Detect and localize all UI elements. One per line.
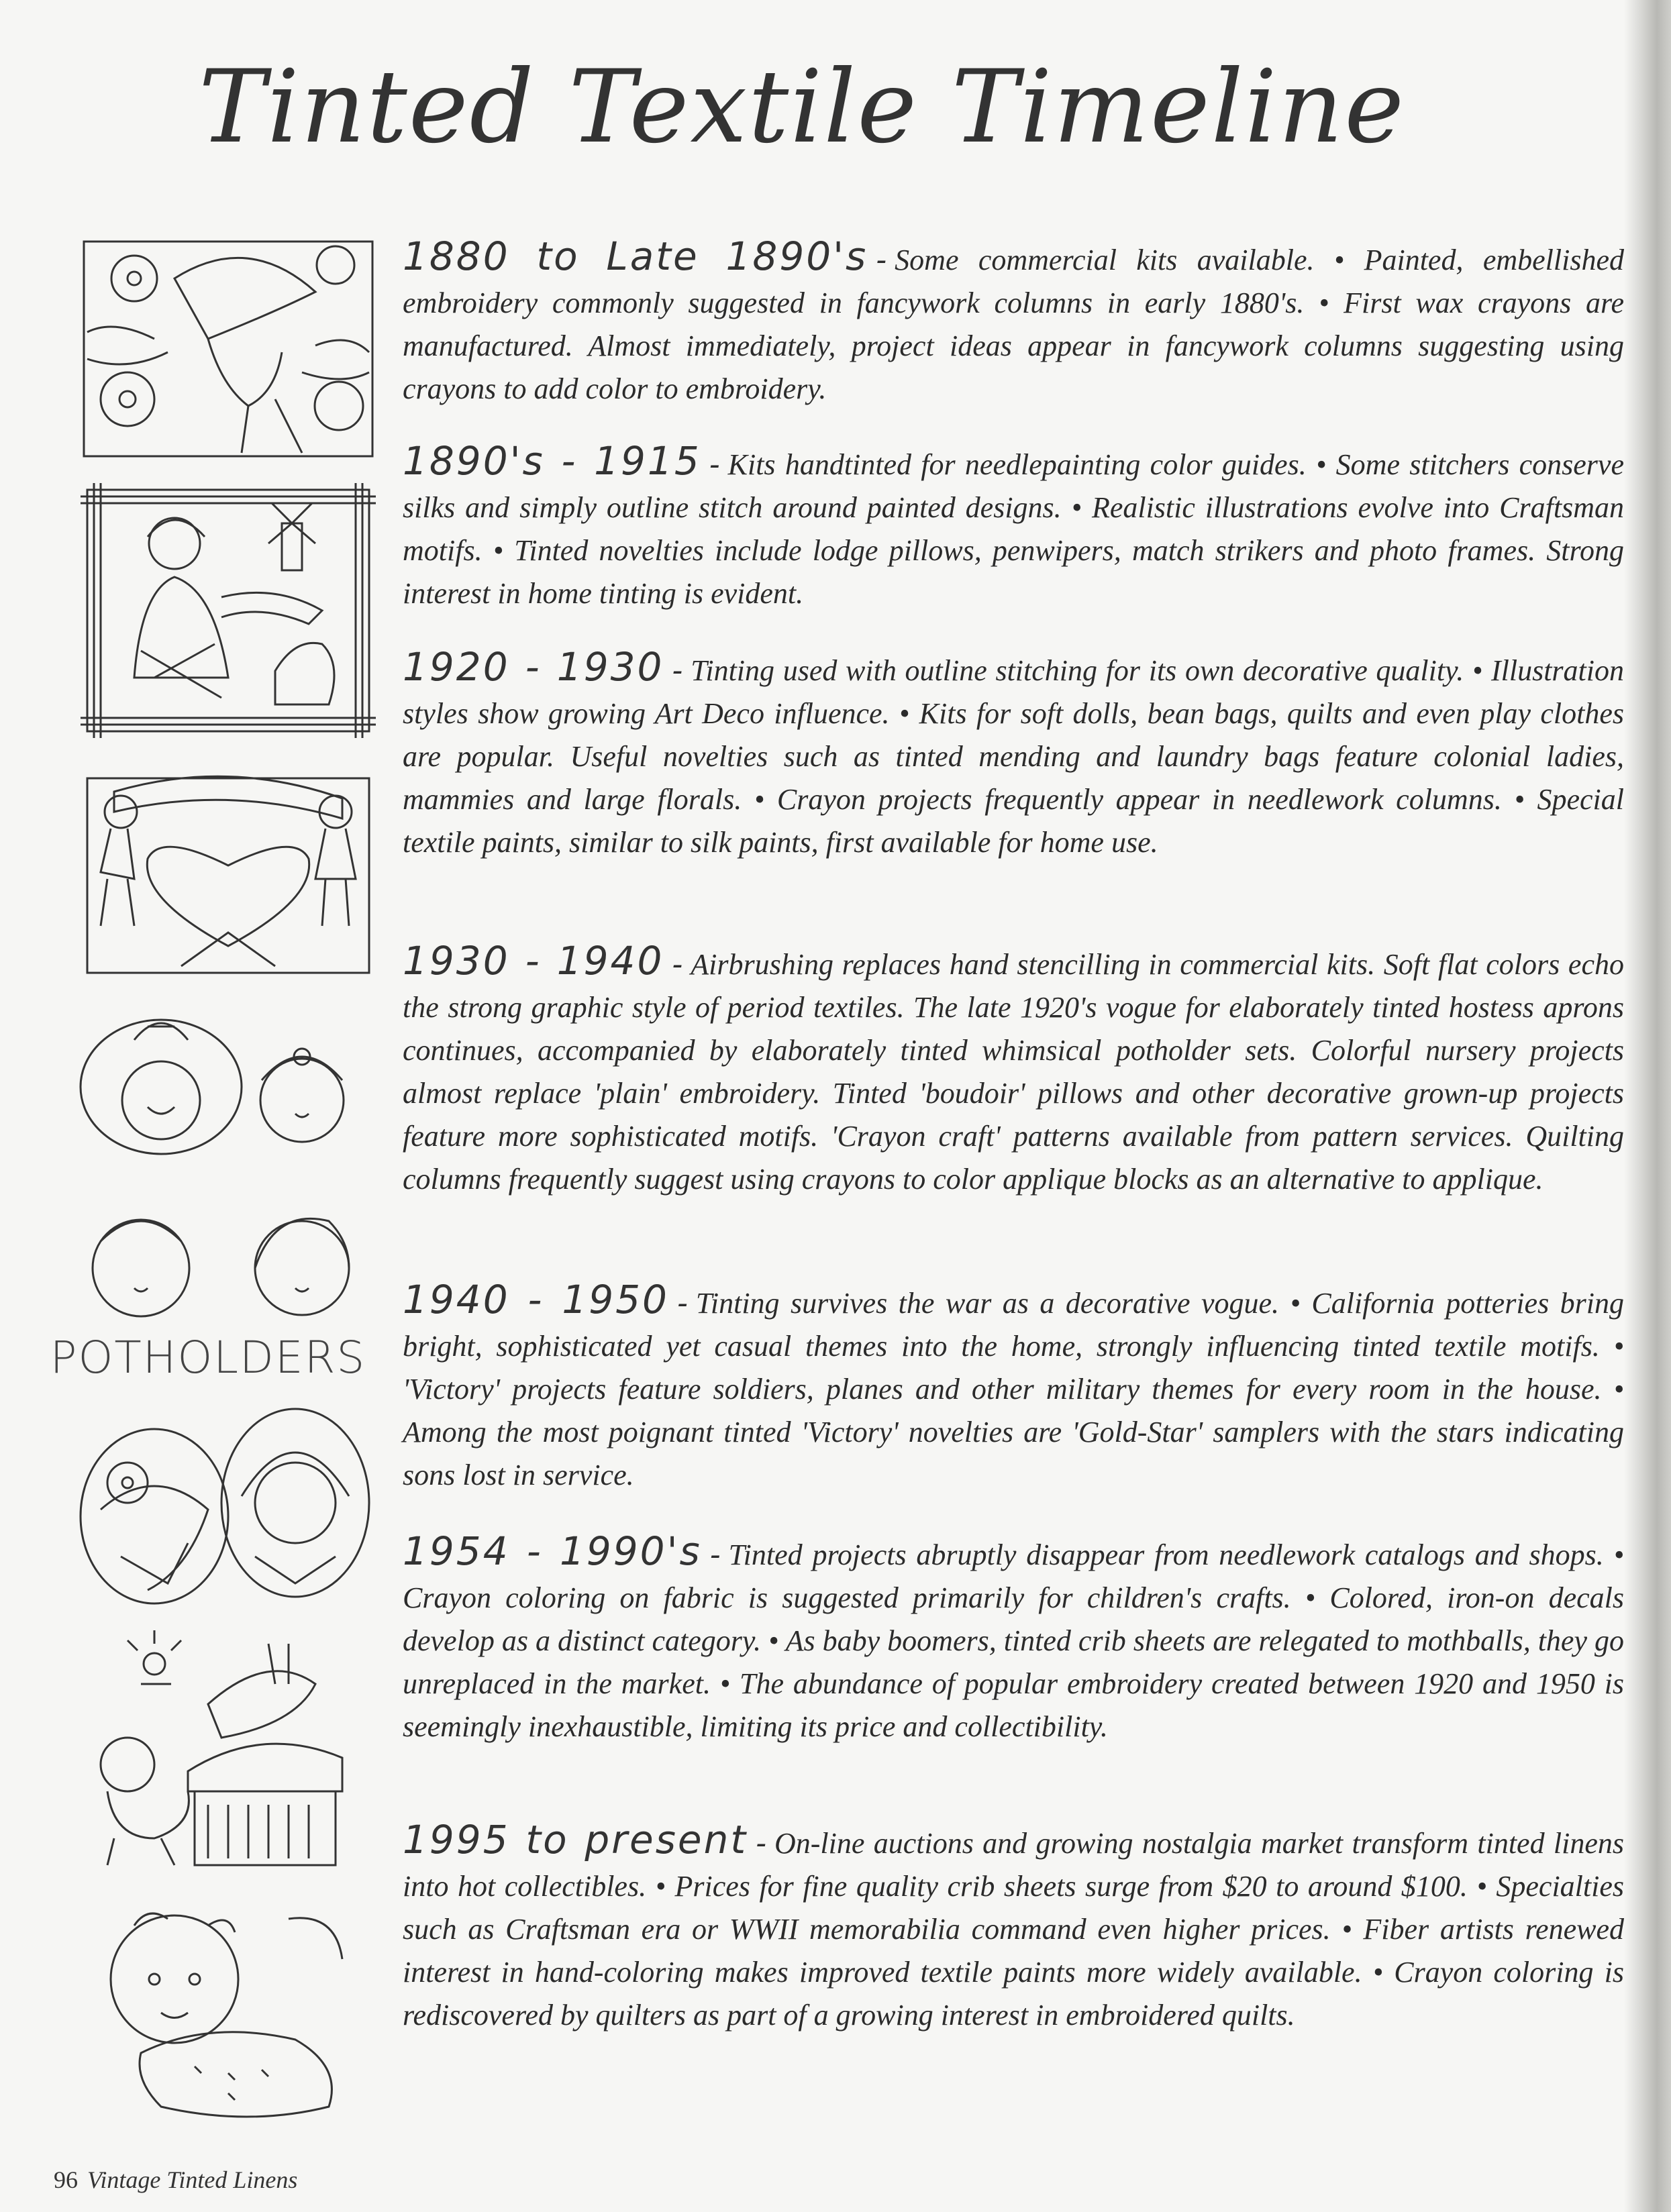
entry-separator: - [672, 653, 683, 688]
entry-date: 1954 - 1990's [403, 1528, 702, 1574]
entry-date: 1995 to present [403, 1817, 748, 1862]
entry-date: 1920 - 1930 [403, 644, 664, 690]
timeline-entry [403, 645, 1624, 864]
entry-separator: - [672, 947, 683, 982]
timeline-entry [403, 1278, 1624, 1497]
entry-separator: - [676, 1286, 688, 1320]
potholders-illustration [74, 1382, 383, 1610]
entry-text: Tinted projects abruptly disappear from needlework catalogs and shops. • Crayon coloring on fabric is suggested primarily for children's crafts. • Colored, iron-on decals develop as a distinct category. • As baby boomers, tinted crib sheets are relegated to mothballs, they go unreplaced in the market. • The abundance of popular embroidery created between 1920 and 1950 is seemingly inexhaustible, limiting its price and collectibility. [403, 1538, 1624, 1743]
timeline-entry [403, 235, 1624, 411]
page-title: Tinted Textile Timeline [198, 49, 1406, 166]
entry-text: Some commercial kits available. • Painted, embellished embroidery commonly suggested in fancywork columns in early 1880's. • First wax crayons are manufactured. Almost immediately, project ideas appear in fancywork columns suggesting using crayons to add color to embroidery. [403, 244, 1624, 405]
illustration-column [74, 228, 383, 2066]
potholders-label: POTHOLDERS [50, 1332, 366, 1383]
entry-separator: - [876, 243, 887, 277]
faces-illustration [74, 1000, 383, 1355]
entry-text: Tinting used with outline stitching for its own decorative quality. • Illustration styles show growing Art Deco influence. • Kits for soft dolls, bean bags, quilts and even play clothes are popular. Useful novelties such as tinted mending and laundry bags feature colonial ladies, mammies and large florals. • Crayon projects frequently appear in needlework columns. • Special textile paints, similar to silk paints, first available for home use. [403, 654, 1625, 859]
entry-date: 1890's - 1915 [403, 438, 701, 484]
crib-animals-illustration [74, 1624, 383, 1879]
baby-illustration [74, 1905, 383, 2120]
entry-text: Kits handtinted for needlepainting color guides. • Some stitchers conserve silks and simply outline stitch around painted designs. • Realistic illustrations evolve into Craftsman motifs. • Tinted novelties include lodge pillows, penwipers, match strikers and photo frames. Strong interest in home tinting is evident. [403, 448, 1624, 610]
page-footer [54, 2166, 297, 2194]
binding-shadow [1624, 0, 1671, 2212]
lady-hat-illustration [74, 238, 383, 460]
entry-separator: - [756, 1826, 766, 1860]
entry-date: 1940 - 1950 [403, 1277, 669, 1322]
timeline-entry [403, 439, 1624, 615]
book-title: Vintage Tinted Linens [87, 2166, 298, 2193]
timeline-entry [403, 939, 1624, 1201]
entry-text: On-line auctions and growing nostalgia market transform tinted linens into hot collectibles. • Prices for fine quality crib sheets surge from $20 to around $100. • Specialties such as Craftsman era or WWII memorabilia command even higher prices. • Fiber artists renewed interest in hand-coloring makes improved textile paints more widely available. • Crayon coloring is rediscovered by quilters as part of a growing interest in embroidered quilts. [403, 1827, 1624, 2032]
entry-separator: - [709, 1538, 721, 1572]
timeline-entry [403, 1530, 1624, 1748]
entry-text: Tinting survives the war as a decorative vogue. • California potteries bring bright, sophisticated yet casual themes into the home, strongly influencing tinted textile motifs. • 'Victory' projects feature soldiers, planes and other military themes for every room in the house. • Among the most poignant tinted 'Victory' novelties are 'Gold-Star' samplers with the stars indicating sons lost in service. [403, 1287, 1624, 1491]
entry-date: 1880 to Late 1890's [403, 233, 868, 279]
laundry-children-illustration [74, 765, 383, 986]
entry-date: 1930 - 1940 [403, 938, 664, 984]
entry-text: Airbrushing replaces hand stencilling in commercial kits. Soft flat colors echo the strong graphic style of period textiles. The late 1920's vogue for elaborately tinted hostess aprons continues, accompanied by elaborately tinted whimsical potholder sets. Colorful nursery projects almost replace 'plain' embroidery. Tinted 'boudoir' pillows and other decorative grown-up projects feature more sophisticated motifs. 'Crayon craft' patterns available from pattern services. Quilting columns frequently suggest using crayons to color applique blocks as an alternative to applique. [403, 948, 1624, 1196]
dutch-girl-illustration [74, 476, 383, 745]
entry-separator: - [709, 447, 720, 482]
page-number: 96 [54, 2166, 78, 2193]
timeline-entry [403, 1818, 1624, 2037]
